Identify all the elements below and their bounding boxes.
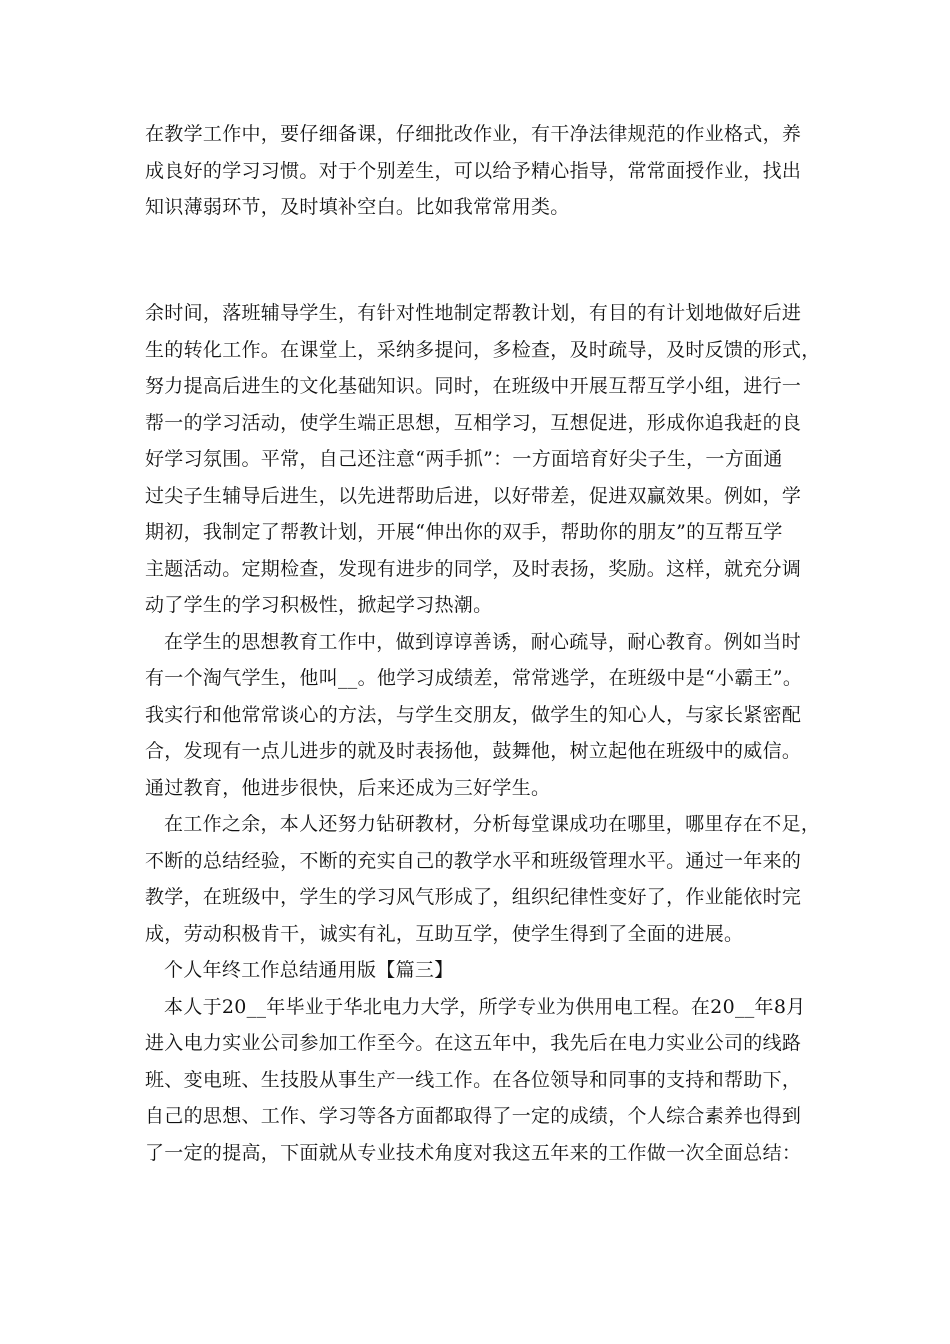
text-line: 通过教育，他进步很快，后来还成为三好学生。 <box>145 776 551 799</box>
text-line: 生的转化工作。在课堂上，采纳多提问，多检查，及时疏导，及时反馈的形式， <box>145 338 821 361</box>
paragraph-block-top <box>145 116 805 226</box>
text-line: 教学，在班级中，学生的学习风气形成了，组织纪律性变好了，作业能依时完 <box>145 886 802 908</box>
text-line: 过尖子生辅导后进生，以先进帮助后进，以好带差，促进双赢效果。例如，学 <box>145 484 802 507</box>
text-line: 在教学工作中，要仔细备课，仔细批改作业，有干净法律规范的作业格式，养 <box>145 123 802 145</box>
text-line: 班、变电班、生技股从事生产一线工作。在各位领导和同事的支持和帮助下， <box>145 1068 802 1091</box>
text-line: 自己的思想、工作、学习等各方面都取得了一定的成绩，个人综合素养也得到 <box>145 1105 802 1127</box>
text-line: 主题活动。定期检查，发现有进步的同学，及时表扬，奖励。这样，就充分调 <box>145 557 802 580</box>
paragraph-block-main <box>145 295 821 1171</box>
text-line: 帮一的学习活动，使学生端正思想，互相学习，互想促进，形成你追我赶的良 <box>145 411 802 434</box>
text-line: 在工作之余，本人还努力钻研教材，分析每堂课成功在哪里，哪里存在不足， <box>164 813 821 835</box>
section-heading: 个人年终工作总结通用版【篇三】 <box>164 959 454 981</box>
text-line: 了一定的提高，下面就从专业技术角度对我这五年来的工作做一次全面总结： <box>145 1141 802 1164</box>
text-line: 好学习氛围。平常，自己还注意“两手抓”：一方面培育好尖子生，一方面通 <box>145 448 783 470</box>
text-line: 进入电力实业公司参加工作至今。在这五年中，我先后在电力实业公司的线路 <box>145 1032 802 1054</box>
text-line: 成，劳动积极肯干，诚实有礼，互助互学，使学生得到了全面的进展。 <box>145 922 744 945</box>
text-line: 不断的总结经验，不断的充实自己的教学水平和班级管理水平。通过一年来的 <box>145 849 802 872</box>
text-line: 在学生的思想教育工作中，做到谆谆善诱，耐心疏导，耐心教育。例如当时 <box>164 630 801 653</box>
text-line: 本人于20__年毕业于华北电力大学，所学专业为供用电工程。在20__年8月 <box>164 995 806 1018</box>
text-line: 期初，我制定了帮教计划，开展“伸出你的双手，帮助你的朋友”的互帮互学 <box>145 521 783 543</box>
text-line: 余时间，落班辅导学生，有针对性地制定帮教计划，有目的有计划地做好后进 <box>145 302 802 324</box>
text-line: 知识薄弱环节，及时填补空白。比如我常常用类。 <box>145 196 570 218</box>
text-line: 成良好的学习习惯。对于个别差生，可以给予精心指导，常常面授作业，找出 <box>145 159 802 182</box>
text-line: 动了学生的学习积极性，掀起学习热潮。 <box>145 594 493 616</box>
text-line: 努力提高后进生的文化基础知识。同时，在班级中开展互帮互学小组，进行一 <box>145 375 802 397</box>
text-line: 有一个淘气学生，他叫__。他学习成绩差，常常逃学，在班级中是“小霸王”。 <box>145 667 803 689</box>
text-line: 合，发现有一点儿进步的就及时表扬他，鼓舞他，树立起他在班级中的威信。 <box>145 740 802 762</box>
text-line: 我实行和他常常谈心的方法，与学生交朋友，做学生的知心人，与家长紧密配 <box>145 703 802 726</box>
